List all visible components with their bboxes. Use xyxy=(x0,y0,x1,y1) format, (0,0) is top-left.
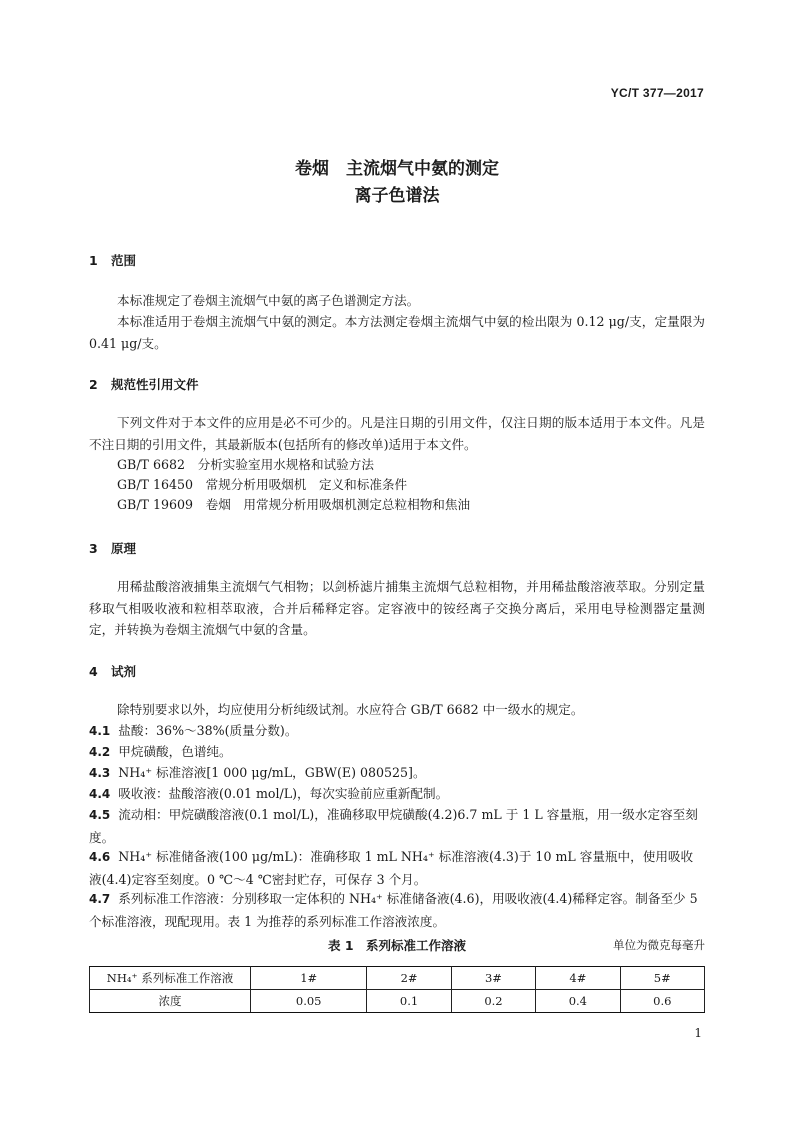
standard-solutions-table xyxy=(89,966,705,1013)
table-row xyxy=(90,990,705,1013)
table-cell: 0.6 xyxy=(620,990,704,1013)
list-item xyxy=(89,762,705,785)
section-title: 规范性引用文件 xyxy=(111,377,199,392)
paragraph: 本标准规定了卷烟主流烟气中氨的离子色谱测定方法。 xyxy=(117,293,420,308)
table-column-header: 1# xyxy=(251,967,367,990)
reference-item: GB/T 19609 卷烟 用常规分析用吸烟机测定总粒相物和焦油 xyxy=(117,497,471,512)
section-title: 试剂 xyxy=(111,664,137,679)
item-formula: NH₄⁺ xyxy=(118,765,152,780)
item-number: 4.4 xyxy=(89,787,111,801)
paragraph: 下列文件对于本文件的应用是必不可少的。凡是注日期的引用文件，仅注日期的版本适用于本文件。凡是不注日期的引用文件，其最新版本(包括所有的修改单)适用于本文件。 xyxy=(89,415,705,452)
section-number: 1 xyxy=(89,253,98,268)
reference-item: GB/T 16450 常规分析用吸烟机 定义和标准条件 xyxy=(117,477,408,492)
list-item xyxy=(89,846,705,890)
item-number: 4.1 xyxy=(89,724,111,738)
section-title: 范围 xyxy=(111,253,137,268)
paragraph: 本标准适用于卷烟主流烟气中氨的测定。本方法测定卷烟主流烟气中氨的检出限为 0.12 μg/支，定量限为 0.41 μg/支。 xyxy=(89,314,705,351)
standard-number: YC/T 377—2017 xyxy=(610,86,704,100)
table-column-header: 5# xyxy=(620,967,704,990)
table-row xyxy=(90,967,705,990)
section-heading-reagents xyxy=(89,662,136,680)
section-heading-scope xyxy=(89,251,136,269)
section-number: 3 xyxy=(89,541,98,556)
item-number: 4.2 xyxy=(89,745,111,759)
paragraph: 除特别要求以外，均应使用分析纯级试剂。水应符合 GB/T 6682 中一级水的规定。 xyxy=(117,702,584,717)
item-number: 4.7 xyxy=(89,892,111,906)
document-subtitle: 离子色谱法 xyxy=(354,186,440,206)
list-item xyxy=(89,741,705,764)
item-number: 4.6 xyxy=(89,850,111,864)
section-number: 4 xyxy=(89,664,98,679)
table-cell: 0.4 xyxy=(536,990,620,1013)
item-number: 4.5 xyxy=(89,808,111,822)
section-heading-normative-references xyxy=(89,375,199,393)
table-column-header: 3# xyxy=(451,967,535,990)
section-title: 原理 xyxy=(111,541,137,556)
document-title: 卷烟 主流烟气中氨的测定 xyxy=(295,159,499,179)
item-number: 4.3 xyxy=(89,766,111,780)
paragraph: 用稀盐酸溶液捕集主流烟气气相物；以剑桥滤片捕集主流烟气总粒相物，并用稀盐酸溶液萃取。分别定量移取气相吸收液和粒相萃取液，合并后稀释定容。定容液中的铵经离子交换分离后，采用电导检测器定量测定，并转换为卷烟主流烟气中氨的含量。 xyxy=(89,579,705,637)
page-number: 1 xyxy=(694,1026,702,1040)
table-cell: 0.05 xyxy=(251,990,367,1013)
item-text: 系列标准工作溶液：分别移取一定体积的 NH₄⁺ 标准储备液(4.6)，用吸收液(4.4)稀释定容。制备至少 5 个标准溶液，现配现用。表 1 为推荐的系列标准工作溶液浓度。 xyxy=(89,891,698,929)
item-text: 标准溶液[1 000 μg/mL，GBW(E) 080525]。 xyxy=(151,765,426,780)
table-column-header: 4# xyxy=(536,967,620,990)
item-formula: NH₄⁺ xyxy=(118,849,152,864)
table-row-label: 浓度 xyxy=(90,990,251,1013)
item-text: 标准储备液(100 μg/mL)：准确移取 1 mL NH₄⁺ 标准溶液(4.3)于 10 mL 容量瓶中，使用吸收液(4.4)定容至刻度。0 ℃～4 ℃密封贮存，可保存 3 个月。 xyxy=(89,849,694,887)
table-row-header: NH₄⁺ 系列标准工作溶液 xyxy=(90,967,251,990)
item-text: 吸收液：盐酸溶液(0.01 mol/L)，每次实验前应重新配制。 xyxy=(118,786,449,801)
list-item xyxy=(89,783,705,806)
section-number: 2 xyxy=(89,377,98,392)
table-unit: 单位为微克每毫升 xyxy=(613,938,705,952)
table-caption: 表 1 系列标准工作溶液 xyxy=(327,938,467,953)
item-text: 流动相：甲烷磺酸溶液(0.1 mol/L)，准确移取甲烷磺酸(4.2)6.7 mL 于 1 L 容量瓶，用一级水定容至刻度。 xyxy=(89,807,698,845)
reference-item: GB/T 6682 分析实验室用水规格和试验方法 xyxy=(117,457,374,472)
item-text: 盐酸：36%～38%(质量分数)。 xyxy=(118,723,298,738)
section-heading-principle xyxy=(89,539,136,557)
table-column-header: 2# xyxy=(367,967,451,990)
list-item xyxy=(89,720,705,743)
table-cell: 0.2 xyxy=(451,990,535,1013)
list-item xyxy=(89,888,705,932)
list-item xyxy=(89,804,705,848)
table-cell: 0.1 xyxy=(367,990,451,1013)
item-text: 甲烷磺酸，色谱纯。 xyxy=(118,744,232,759)
